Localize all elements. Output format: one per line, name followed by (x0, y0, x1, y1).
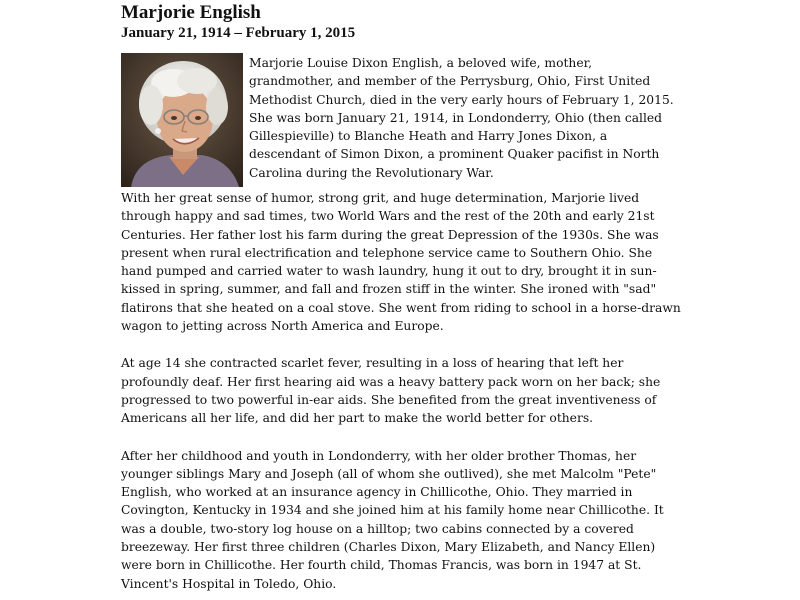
obituary-page (121, 2, 681, 593)
paragraph-hearing: At age 14 she contracted scarlet fever, resulting in a loss of hearing that left her profoundly deaf. Her first hearing aid was a heavy battery pack worn on her back; she progressed to two powerful in-ear aids. She benefited from the great inventiveness of Americans all her life, and did her part to make the world better for others. (121, 356, 661, 426)
obituary-dates: January 21, 1914 – February 1, 2015 (121, 25, 356, 41)
portrait-photo (121, 53, 243, 187)
portrait-photo-icon (121, 53, 243, 187)
obituary-name: Marjorie English (121, 2, 261, 23)
paragraph-family: After her childhood and youth in Londonderry, with her older brother Thomas, her younger siblings Mary and Joseph (all of whom she outlived), she met Malcolm "Pete" English, who worked at an insurance agency in Chillicothe, Ohio. They married in Covington, Kentucky in 1934 and she joined him at his family home near Chillicothe. It was a double, two-story log house on a hilltop; two cabins connected by a covered breezeway. Her first three children (Charles Dixon, Mary Elizabeth, and Nancy Ellen) were born in Chillicothe. Her fourth child, Thomas Francis, was born in 1947 at St. Vincent's Hospital in Toledo, Ohio. (121, 448, 664, 591)
intro-paragraph: Marjorie Louise Dixon English, a beloved wife, mother, grandmother, and member of the Perrysburg, Ohio, First United Methodist Church, died in the very early hours of February 1, 2015. She was born January 21, 1914, in Londonderry, Ohio (then called Gillespieville) to Blanche Heath and Harry Jones Dixon, a descendant of Simon Dixon, a prominent Quaker pacifist in North Carolina during the Revolutionary War. (249, 56, 674, 180)
paragraph-life: With her great sense of humor, strong grit, and huge determination, Marjorie lived through happy and sad times, two World Wars and the rest of the 20th and early 21st Centuries. Her father lost his farm during the great Depression of the 1930s. She was present when rural electrification and telephone service came to Southern Ohio. She hand pumped and carried water to wash laundry, hung it out to dry, brought it in sun-kissed in spring, summer, and fall and frozen stiff in the winter. She ironed with "sad" flatirons that she heated on a coal stove. She went from riding to school in a horse-drawn wagon to jetting across North America and Europe. (121, 191, 681, 334)
intro-section (121, 53, 681, 189)
